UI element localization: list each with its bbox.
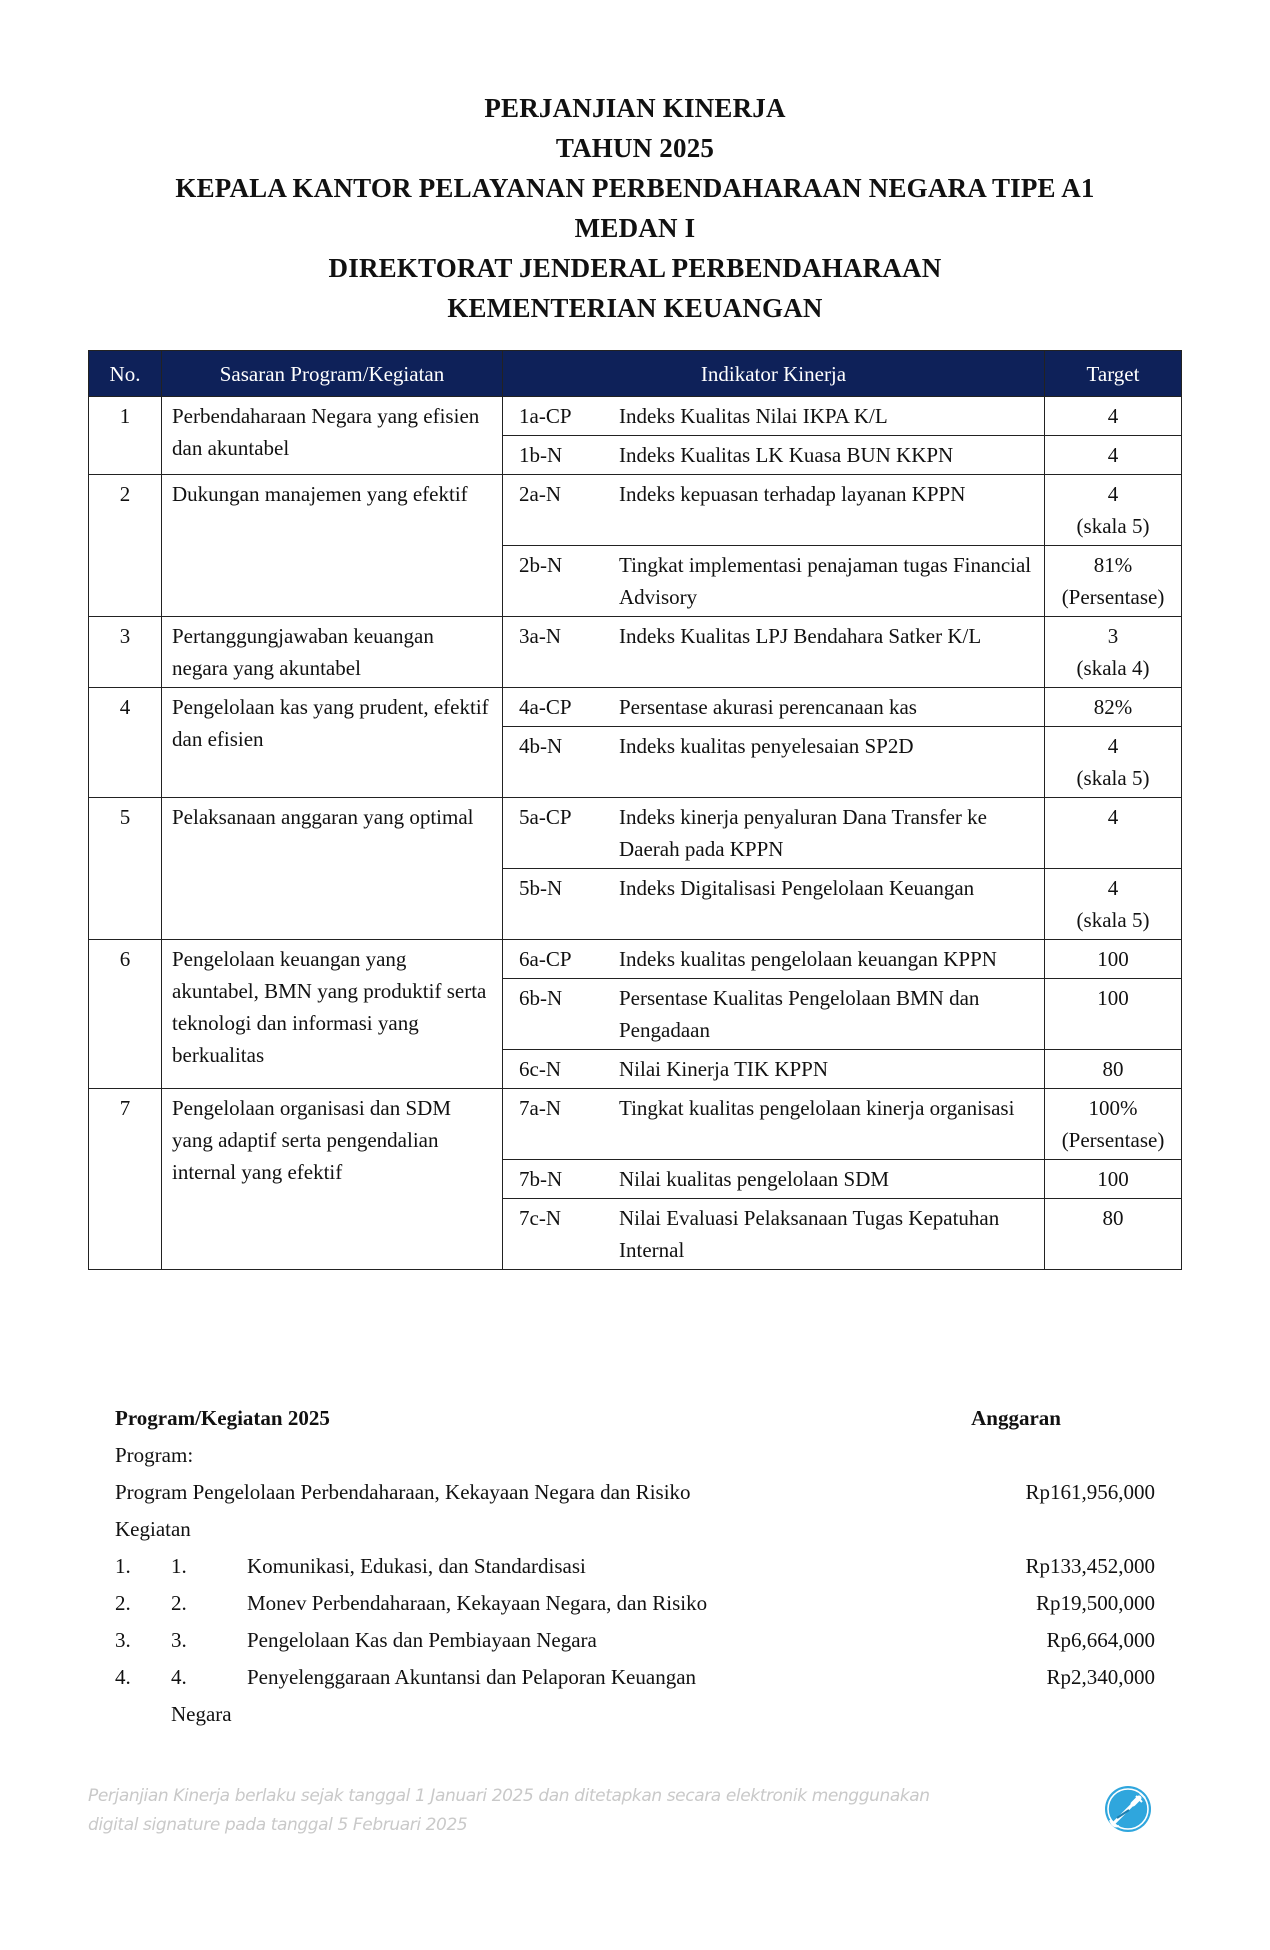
activity-row [115,1585,1155,1622]
target-cell [1045,688,1182,727]
target-value: 4 [1107,805,1119,829]
document-title [0,88,1270,328]
target-cell [1045,869,1182,940]
program-amount: Rp161,956,000 [1025,1480,1155,1504]
target-cell [1045,617,1182,688]
title-line: PERJANJIAN KINERJA [484,93,786,123]
indicator-code: 7a-N [503,1089,608,1160]
target-cell [1045,979,1182,1050]
indicator-label: Nilai kualitas pengelolaan SDM [607,1160,1045,1199]
activity-row [115,1622,1155,1659]
activity-continuation [115,1696,1155,1733]
activity-subnumber: 4. [171,1665,187,1689]
activity-number: 2. [115,1591,131,1615]
target-cell [1045,1050,1182,1089]
target-note: (Persentase) [1061,585,1165,609]
indicator-label: Indeks Kualitas LPJ Bendahara Satker K/L [607,617,1045,688]
activity-number: 3. [115,1628,131,1652]
indicator-label: Persentase Kualitas Pengelolaan BMN dan Pengadaan [607,979,1045,1050]
row-number: 2 [89,475,162,617]
budget-header-left: Program/Kegiatan 2025 [115,1406,330,1430]
indicator-code: 7c-N [503,1199,608,1270]
indicator-code: 6b-N [503,979,608,1050]
program-name: Program Pengelolaan Perbendaharaan, Kekayaan Negara dan Risiko [115,1480,691,1504]
activity-number: 1. [115,1554,131,1578]
row-number: 5 [89,798,162,940]
activity-row [115,1659,1155,1696]
activity-subnumber: 3. [171,1628,187,1652]
activity-amount: Rp133,452,000 [1025,1554,1155,1578]
sasaran-text: Pertanggungjawaban keuangan negara yang akuntabel [162,617,503,688]
indicator-code: 4a-CP [503,688,608,727]
target-value: 3 [1107,624,1119,648]
indicator-code: 6c-N [503,1050,608,1089]
header-indikator: Indikator Kinerja [503,351,1045,397]
indicator-label: Nilai Evaluasi Pelaksanaan Tugas Kepatuhan Internal [607,1199,1045,1270]
table-header-row [89,351,1182,397]
table-row [89,617,1182,688]
table-row [89,397,1182,436]
target-note: (skala 4) [1076,656,1150,680]
target-note: (skala 5) [1076,908,1150,932]
indicator-code: 1b-N [503,436,608,475]
signature-note-line2: digital signature pada tanggal 5 Februari 2025 [88,1815,468,1835]
target-value: 80 [1102,1057,1124,1081]
sasaran-text: Dukungan manajemen yang efektif [162,475,503,617]
target-cell [1045,1199,1182,1270]
target-value: 100 [1097,947,1129,971]
target-cell [1045,397,1182,436]
activity-label-continued: Negara [171,1702,232,1726]
target-value: 100 [1097,1167,1129,1191]
header-target: Target [1045,351,1182,397]
budget-header-right: Anggaran [971,1406,1061,1430]
indicator-code: 5b-N [503,869,608,940]
target-value: 100 [1097,986,1129,1010]
indicator-label: Nilai Kinerja TIK KPPN [607,1050,1045,1089]
table-row [89,688,1182,727]
title-line: MEDAN I [574,213,696,243]
signature-note-line1: Perjanjian Kinerja berlaku sejak tanggal 1 Januari 2025 dan ditetapkan secara elektronik menggunakan [88,1786,930,1806]
kegiatan-label: Kegiatan [115,1517,191,1541]
indicator-code: 2b-N [503,546,608,617]
target-value: 100% [1088,1096,1138,1120]
target-cell [1045,727,1182,798]
sasaran-text: Pengelolaan keuangan yang akuntabel, BMN yang produktif serta teknologi dan informasi yang berkualitas [162,940,503,1089]
signature-note [88,1782,1088,1840]
target-value: 81% [1093,553,1133,577]
sasaran-text: Pengelolaan kas yang prudent, efektif dan efisien [162,688,503,798]
indicator-label: Tingkat implementasi penajaman tugas Financial Advisory [607,546,1045,617]
target-cell [1045,940,1182,979]
indicator-label: Indeks Kualitas LK Kuasa BUN KKPN [607,436,1045,475]
target-value: 82% [1093,695,1133,719]
program-row [115,1474,1155,1511]
performance-table [88,350,1182,1270]
indicator-label: Indeks Digitalisasi Pengelolaan Keuangan [607,869,1045,940]
target-cell [1045,436,1182,475]
table-row [89,798,1182,869]
target-cell [1045,798,1182,869]
target-cell [1045,1160,1182,1199]
header-sasaran: Sasaran Program/Kegiatan [162,351,503,397]
title-line: DIREKTORAT JENDERAL PERBENDAHARAAN [328,253,942,283]
row-number: 1 [89,397,162,475]
budget-header [115,1400,1155,1437]
activity-subnumber: 2. [171,1591,187,1615]
activity-label: Monev Perbendaharaan, Kekayaan Negara, dan Risiko [247,1591,708,1615]
indicator-code: 7b-N [503,1160,608,1199]
activity-row [115,1548,1155,1585]
row-number: 4 [89,688,162,798]
budget-section [115,1400,1155,1733]
row-number: 6 [89,940,162,1089]
sasaran-text: Pengelolaan organisasi dan SDM yang adaptif serta pengendalian internal yang efektif [162,1089,503,1270]
activity-number: 4. [115,1665,131,1689]
indicator-code: 4b-N [503,727,608,798]
indicator-label: Persentase akurasi perencanaan kas [607,688,1045,727]
target-value: 4 [1107,876,1119,900]
digital-signature-key-icon [1103,1784,1153,1834]
indicator-label: Indeks kualitas penyelesaian SP2D [607,727,1045,798]
table-row [89,1089,1182,1160]
target-note: (skala 5) [1076,766,1150,790]
indicator-label: Indeks kepuasan terhadap layanan KPPN [607,475,1045,546]
indicator-code: 6a-CP [503,940,608,979]
target-note: (Persentase) [1061,1128,1165,1152]
target-note: (skala 5) [1076,514,1150,538]
target-value: 4 [1107,734,1119,758]
target-cell [1045,1089,1182,1160]
activity-amount: Rp2,340,000 [1046,1665,1155,1689]
target-cell [1045,546,1182,617]
target-cell [1045,475,1182,546]
program-label-row [115,1437,1155,1474]
title-line: TAHUN 2025 [555,133,715,163]
program-label: Program: [115,1443,194,1467]
activity-subnumber: 1. [171,1554,187,1578]
indicator-label: Indeks kualitas pengelolaan keuangan KPPN [607,940,1045,979]
activity-label: Komunikasi, Edukasi, dan Standardisasi [247,1554,586,1578]
title-line: KEMENTERIAN KEUANGAN [447,293,823,323]
activity-label: Penyelenggaraan Akuntansi dan Pelaporan Keuangan [247,1665,697,1689]
sasaran-text: Pelaksanaan anggaran yang optimal [162,798,503,940]
kegiatan-label-row [115,1511,1155,1548]
row-number: 3 [89,617,162,688]
indicator-label: Indeks kinerja penyaluran Dana Transfer ke Daerah pada KPPN [607,798,1045,869]
table-row [89,475,1182,546]
activity-label: Pengelolaan Kas dan Pembiayaan Negara [247,1628,597,1652]
activity-amount: Rp19,500,000 [1035,1591,1155,1615]
sasaran-text: Perbendaharaan Negara yang efisien dan akuntabel [162,397,503,475]
target-value: 4 [1107,482,1119,506]
indicator-code: 1a-CP [503,397,608,436]
indicator-label: Indeks Kualitas Nilai IKPA K/L [607,397,1045,436]
indicator-code: 5a-CP [503,798,608,869]
indicator-code: 3a-N [503,617,608,688]
activity-amount: Rp6,664,000 [1046,1628,1155,1652]
header-no: No. [89,351,162,397]
title-line: KEPALA KANTOR PELAYANAN PERBENDAHARAAN NEGARA TIPE A1 [175,173,1095,203]
table-row [89,940,1182,979]
indicator-code: 2a-N [503,475,608,546]
indicator-label: Tingkat kualitas pengelolaan kinerja organisasi [607,1089,1045,1160]
target-value: 4 [1107,404,1119,428]
target-value: 80 [1102,1206,1124,1230]
target-value: 4 [1107,443,1119,467]
row-number: 7 [89,1089,162,1270]
